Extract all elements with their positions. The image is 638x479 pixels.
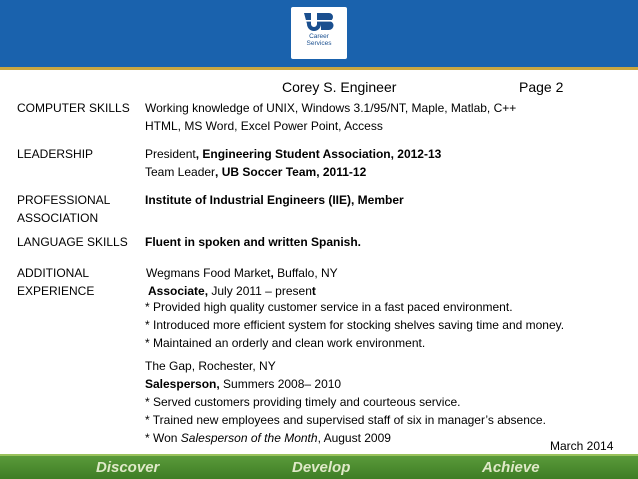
footer-achieve: Achieve: [482, 459, 540, 476]
leadership-line-2: Team Leader, UB Soccer Team, 2011-12: [145, 165, 367, 179]
label-language-skills: LANGUAGE SKILLS: [17, 235, 128, 249]
leadership-content: [145, 145, 441, 181]
footer-band: [0, 454, 638, 479]
job-wegmans-title: Associate, July 2011 – present: [148, 284, 316, 298]
job-wegmans: [145, 264, 338, 300]
computer-skills-line-2: HTML, MS Word, Excel Power Point, Access: [145, 119, 383, 133]
job-gap-title: Salesperson, Summers 2008– 2010: [145, 377, 342, 391]
label-leadership: LEADERSHIP: [17, 147, 94, 161]
list-item: * Provided high quality customer service in a fast paced environment.: [145, 300, 513, 314]
ub-logo-icon: [302, 11, 336, 31]
list-item: * Served customers providing timely and courteous service.: [145, 395, 461, 409]
label-professional-association: PROFESSIONAL ASSOCIATION: [17, 193, 111, 225]
logo-line-services: Services: [306, 40, 332, 47]
computer-skills-line-1: Working knowledge of UNIX, Windows 3.1/95/NT, Maple, Matlab, C++: [145, 101, 517, 115]
professional-association-content: Institute of Industrial Engineers (IIE), Member: [145, 193, 404, 207]
ub-logo: [291, 7, 347, 59]
list-item: * Introduced more efficient system for stocking shelves saving time and money.: [145, 318, 565, 332]
label-additional-experience: ADDITIONAL EXPERIENCE: [17, 266, 95, 298]
logo-line-career: Career: [309, 33, 329, 40]
job-wegmans-employer: Wegmans Food Market, Buffalo, NY: [146, 266, 338, 280]
footer-develop: Develop: [292, 459, 351, 476]
computer-skills-content: [145, 99, 516, 135]
job-gap: [145, 357, 546, 447]
page-number: Page 2: [519, 79, 564, 95]
label-computer-skills: COMPUTER SKILLS: [17, 101, 130, 115]
job-gap-employer: The Gap, Rochester, NY: [145, 359, 276, 373]
list-item: * Maintained an orderly and clean work environment.: [145, 336, 426, 350]
list-item: * Trained new employees and supervised staff of six in manager’s absence.: [145, 413, 546, 427]
leadership-line-1: President, Engineering Student Association, 2012-13: [145, 147, 442, 161]
header-band: [0, 0, 638, 67]
logo-text: [307, 33, 332, 47]
language-skills-content: Fluent in spoken and written Spanish.: [145, 235, 362, 249]
resume-name: Corey S. Engineer: [282, 79, 397, 95]
job-wegmans-bullets: [145, 298, 564, 352]
footer-discover: Discover: [96, 459, 160, 476]
list-item: * Won Salesperson of the Month, August 2009: [145, 431, 391, 445]
document-date: March 2014: [550, 439, 614, 453]
gold-divider: [0, 67, 638, 70]
